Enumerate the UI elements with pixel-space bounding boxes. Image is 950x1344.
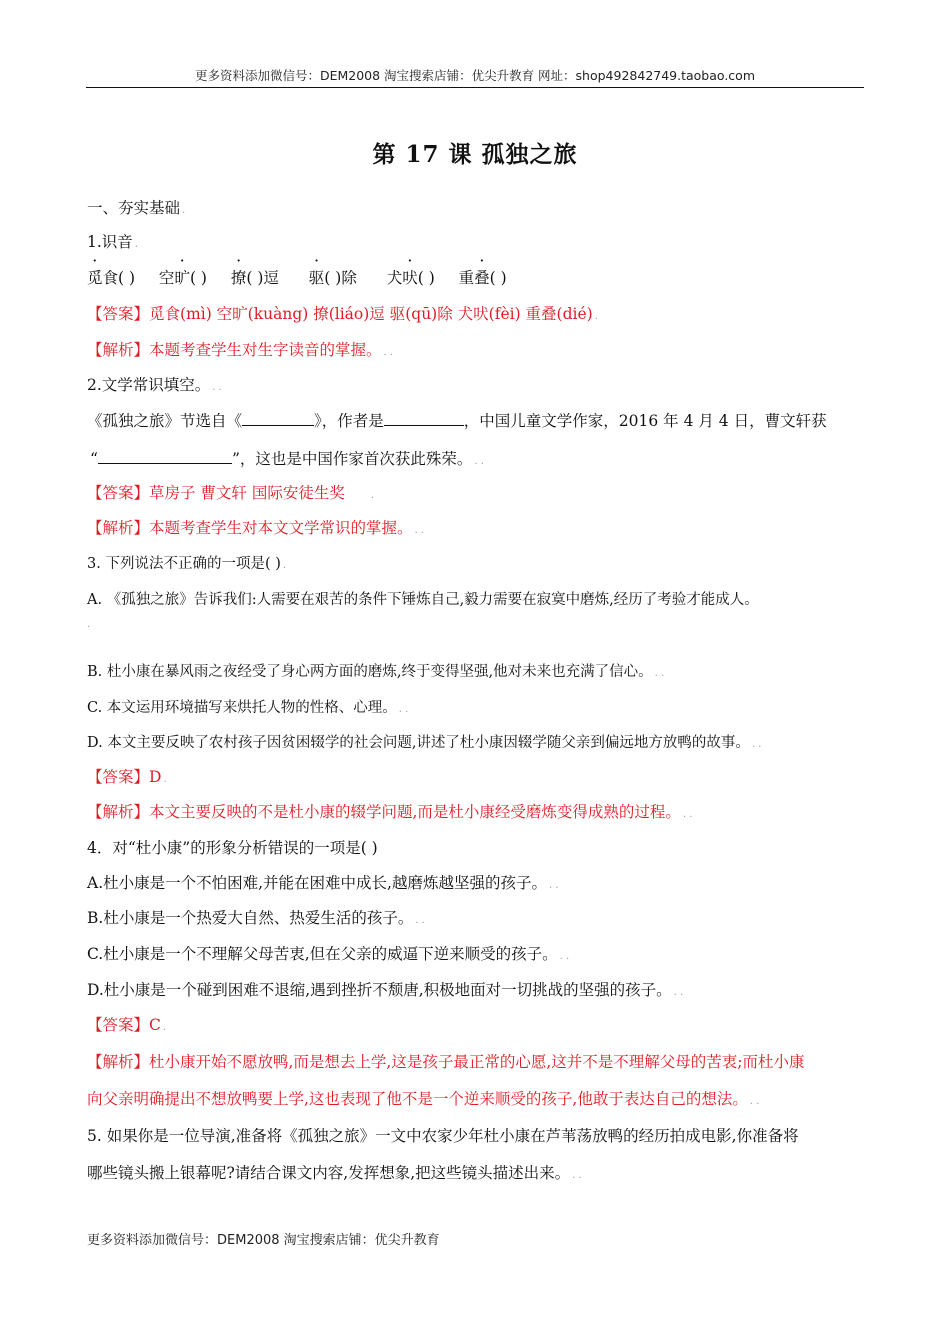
q3-analysis: 【解析】本文主要反映的不是杜小康的辍学问题,而是杜小康经受磨炼变得成熟的过程。 . . (87, 803, 693, 821)
q2-label: 2.文学常识填空。 . . (87, 376, 222, 394)
q4-option-a: A.杜小康是一个不怕困难,并能在困难中成长,越磨炼越坚强的孩子。 . . (87, 874, 559, 892)
blank-award (98, 448, 232, 464)
q2-analysis: 【解析】本题考查学生对本文文学常识的掌握。 . . (87, 519, 425, 537)
section-heading: 一、夯实基础 . (87, 199, 186, 217)
q3-option-d: D. 本文主要反映了农村孩子因贫困辍学的社会问题,讲述了杜小康因辍学随父亲到偏远地方放鸭的故事。 . . (87, 735, 762, 751)
q2-line1: 《孤独之旅》节选自《 》，作者是 ，中国儿童文学作家，2016 年 4 月 4 日，曹文轩获 (87, 412, 827, 430)
q3-option-c: C. 本文运用环境描写来烘托人物的性格、心理。 . . (87, 700, 409, 716)
page-header: 更多资料添加微信号：DEM2008 淘宝搜索店铺：优尖升教育 网址：shop492842749.taobao.com (194, 68, 756, 83)
blank-book (242, 410, 314, 426)
q3-option-b: B. 杜小康在暴风雨之夜经受了身心两方面的磨炼,终于变得坚强,他对未来也充满了信心。 . . (87, 664, 665, 680)
word-quchu: 驱( )除 (308, 269, 357, 287)
word-kongkuang: 空旷( ) (158, 269, 207, 287)
page-footer: 更多资料添加微信号：DEM2008 淘宝搜索店铺：优尖升教育 (87, 1233, 440, 1248)
q1-words (87, 268, 507, 288)
q4-option-b: B.杜小康是一个热爱大自然、热爱生活的孩子。 . . (87, 909, 425, 927)
word-chongdie: 重叠( ) (458, 269, 507, 287)
q3-option-a: A. 《孤独之旅》告诉我们:人需要在艰苦的条件下锤炼自己,毅力需要在寂寞中磨炼,经历了考验才能成人。 (87, 592, 759, 608)
q1-answer: 【答案】觅食(mì) 空旷(kuàng) 撩(liáo)逗 驱(qū)除 犬吠(fèi) 重叠(dié) . (87, 305, 598, 323)
word-quanfei: 犬吠( ) (386, 269, 435, 287)
q4-option-c: C.杜小康是一个不理解父母苦衷,但在父亲的威逼下逆来顺受的孩子。 . . (87, 945, 570, 963)
q1-label: 1.识音 . (87, 233, 138, 251)
page-title: 第 17 课 孤独之旅 (372, 141, 578, 168)
q3-stem: 3. 下列说法不正确的一项是( ) . (87, 556, 287, 572)
header-rule (86, 87, 864, 88)
q1-analysis: 【解析】本题考查学生对生字读音的掌握。 . . (87, 341, 394, 359)
q4-stem: 4．对“杜小康”的形象分析错误的一项是( ) (87, 839, 378, 857)
q2-line2: “ ”，这也是中国作家首次获此殊荣。 . . (90, 450, 484, 468)
q5-line1: 5. 如果你是一位导演,准备将《孤独之旅》一文中农家少年杜小康在芦苇荡放鸭的经历拍成电影,你准备将 (87, 1127, 799, 1145)
q5-line2: 哪些镜头搬上银幕呢?请结合课文内容,发挥想象,把这些镜头描述出来。 . . (87, 1164, 582, 1182)
q4-analysis-line1: 【解析】杜小康开始不愿放鸭,而是想去上学,这是孩子最正常的心愿,这并不是不理解父母的苦衷;而杜小康 (87, 1053, 805, 1071)
q4-option-d: D.杜小康是一个碰到困难不退缩,遇到挫折不颓唐,积极地面对一切挑战的坚强的孩子。 . . (87, 981, 684, 999)
word-mishi: 觅食( ) (87, 269, 136, 287)
q4-analysis-line2: 向父亲明确提出不想放鸭要上学,这也表现了他不是一个逆来顺受的孩子,他敢于表达自己的想法。 . . (87, 1090, 760, 1108)
q3-answer: 【答案】D . (87, 768, 167, 786)
blank-author (384, 410, 464, 426)
word-liaodou: 撩( )逗 (230, 269, 279, 287)
q2-answer: 【答案】草房子 曹文轩 国际安徒生奖 . (87, 484, 375, 502)
q4-answer: 【答案】C . (87, 1016, 167, 1034)
